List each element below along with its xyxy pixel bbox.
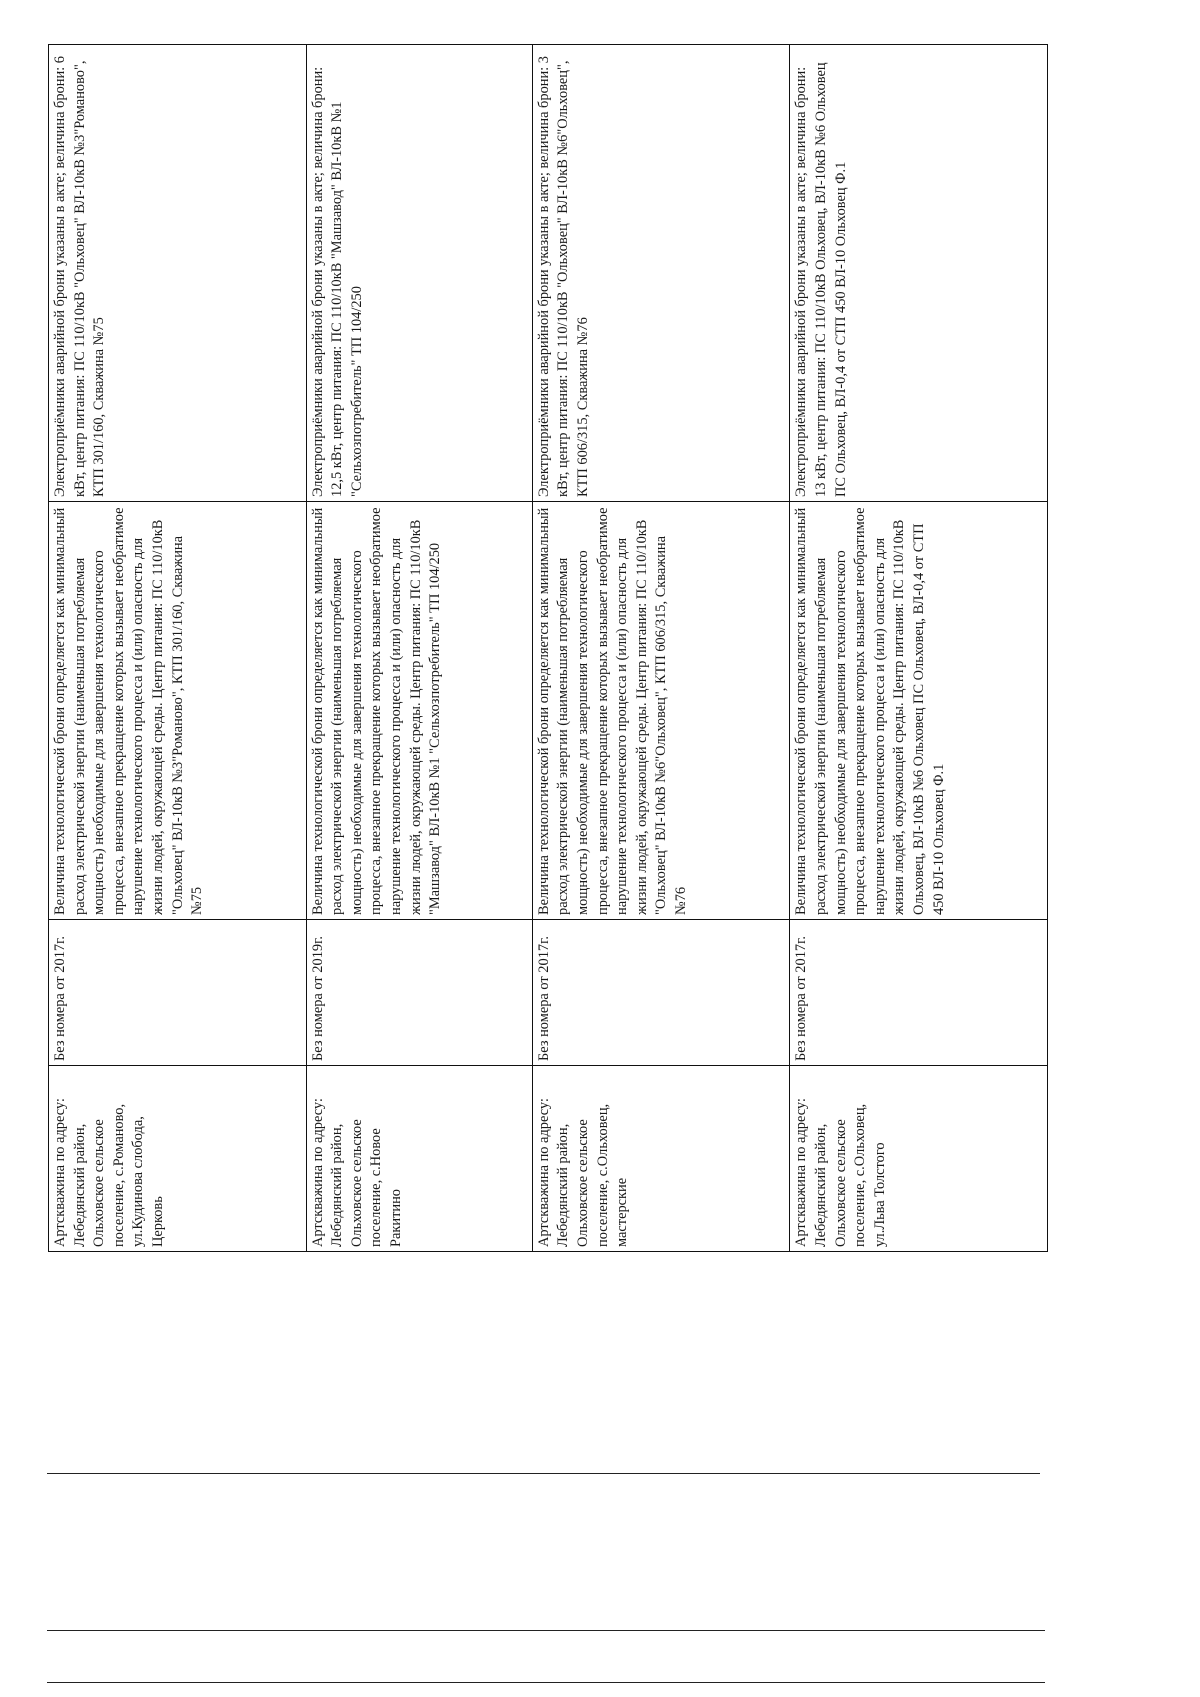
act-cell: Без номера от 2017г.: [49, 920, 307, 1066]
horizontal-rule: [47, 1682, 1045, 1683]
tech-reserve-cell: Величина технологической брони определяется как минимальный расход электрической энергии (наименьшая потребляемая мощность) необходимые для завершения технологического процесса, внезапное прекращение которых вызывает необратимое нарушение технологического процесса и (или) опасность для жизни людей, окружающей среды. Центр питания: ПС 110/10кВ "Машзавод" ВЛ-10кВ №1 "Сельхозпотребитель" ТП 104/250: [306, 502, 532, 920]
rotated-table-inner: [48, 45, 1048, 1252]
act-cell: Без номера от 2017г.: [532, 920, 790, 1066]
object-address-cell: Артскважина по адресу: Лебедянский район, Ольховское сельское поселение, с.Новое Ракитино: [306, 1066, 532, 1252]
object-address-cell: Артскважина по адресу: Лебедянский район, Ольховское сельское поселение, с.Ольховец, мастерские: [532, 1066, 790, 1252]
emergency-reserve-cell: Электроприёмники аварийной брони указаны в акте; величина брони: 13 кВт, центр питания: ПС 110/10кВ Ольховец, ВЛ-10кВ №6 Ольховец ПС Ольховец, ВЛ-0,4 от СТП 450 ВЛ-10 Ольховец Ф.1: [790, 45, 1048, 502]
tech-reserve-cell: Величина технологической брони определяется как минимальный расход электрической энергии (наименьшая потребляемая мощность) необходимые для завершения технологического процесса, внезапное прекращение которых вызывает необратимое нарушение технологического процесса и (или) опасность для жизни людей, окружающей среды. Центр питания: ПС 110/10кВ Ольховец, ВЛ-10кВ №6 Ольховец ПС Ольховец, ВЛ-0,4 от СТП 450 ВЛ-10 Ольховец Ф.1: [790, 502, 1048, 920]
emergency-reserve-cell: Электроприёмники аварийной брони указаны в акте; величина брони: 3 кВт, центр питания: ПС 110/10кВ "Ольховец" ВЛ-10кВ №6"Ольховец", КТП 606/315, Скважина №76: [532, 45, 790, 502]
object-address-cell: Артскважина по адресу: Лебедянский район, Ольховское сельское поселение, с.Романово, ул.Кудинова слобода, Церковь: [49, 1066, 307, 1252]
act-cell: Без номера от 2019г.: [306, 920, 532, 1066]
table-row: [532, 45, 790, 1252]
table-row: [790, 45, 1048, 1252]
table-row: [306, 45, 532, 1252]
tech-reserve-cell: Величина технологической брони определяется как минимальный расход электрической энергии (наименьшая потребляемая мощность) необходимые для завершения технологического процесса, внезапное прекращение которых вызывает необратимое нарушение технологического процесса и (или) опасность для жизни людей, окружающей среды. Центр питания: ПС 110/10кВ "Ольховец" ВЛ-10кВ №6"Ольховец", КТП 606/315, Скважина №76: [532, 502, 790, 920]
horizontal-rule: [47, 1473, 1040, 1474]
table-row: [49, 45, 307, 1252]
emergency-reserve-cell: Электроприёмники аварийной брони указаны в акте; величина брони: 12,5 кВт, центр питания: ПС 110/10кВ "Машзавод" ВЛ-10кВ №1 "Сельхозпотребитель" ТП 104/250: [306, 45, 532, 502]
tech-reserve-cell: Величина технологической брони определяется как минимальный расход электрической энергии (наименьшая потребляемая мощность) необходимые для завершения технологического процесса, внезапное прекращение которых вызывает необратимое нарушение технологического процесса и (или) опасность для жизни людей, окружающей среды. Центр питания: ПС 110/10кВ "Ольховец" ВЛ-10кВ №3"Романово", КТП 301/160, Скважина №75: [49, 502, 307, 920]
object-address-cell: Артскважина по адресу: Лебедянский район, Ольховское сельское поселение, с.Ольховец, ул.Льва Толстого: [790, 1066, 1048, 1252]
power-reserve-table: [48, 44, 1048, 1252]
emergency-reserve-cell: Электроприёмники аварийной брони указаны в акте; величина брони: 6 кВт, центр питания: ПС 110/10кВ "Ольховец" ВЛ-10кВ №3"Романово", КТП 301/160, Скважина №75: [49, 45, 307, 502]
rotated-table-block: [48, 45, 1048, 1252]
act-cell: Без номера от 2017г.: [790, 920, 1048, 1066]
horizontal-rule: [47, 1630, 1045, 1631]
